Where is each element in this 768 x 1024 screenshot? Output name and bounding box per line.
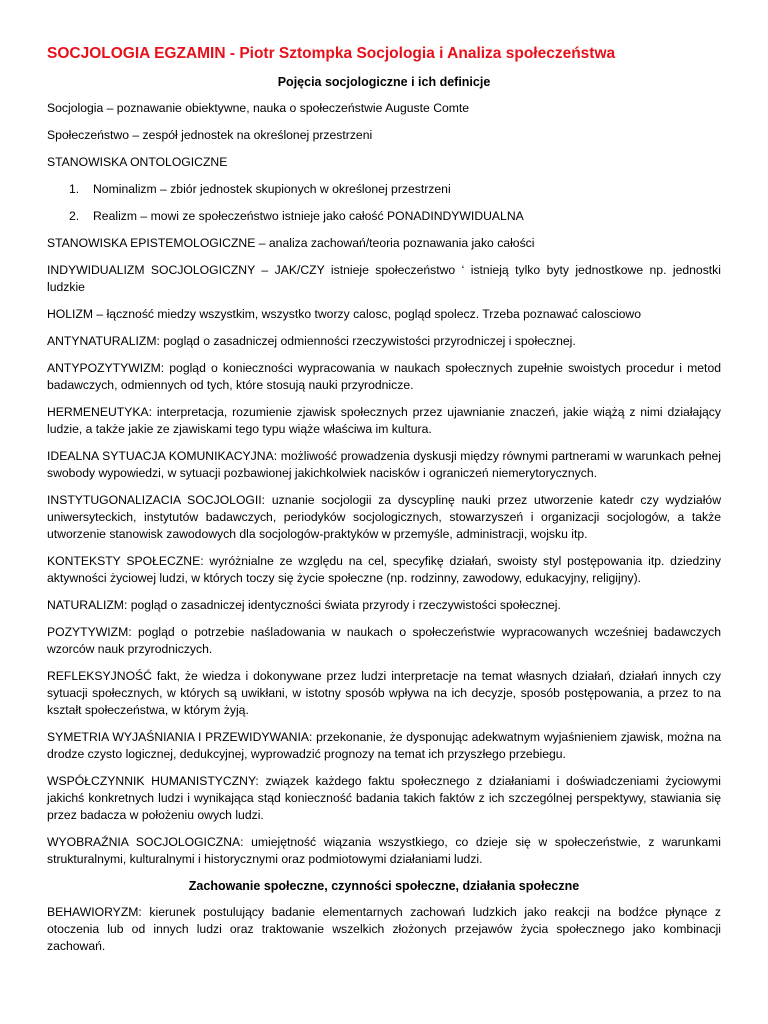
paragraph-naturalizm: NATURALIZM: pogląd o zasadniczej identyczności świata przyrody i rzeczywistości społecznej.: [47, 598, 561, 612]
paragraph-hermeneutyka: HERMENEUTYKA: interpretacja, rozumienie zjawisk społecznych przez ujawnianie znaczeń, jakie wiążą z nimi działający ludzie, a także jakie ze zjawiskami tego typu wiąże właściwa im kultura.: [47, 405, 721, 436]
paragraph-wyobraznia: WYOBRAŹNIA SOCJOLOGICZNA: umiejętność wiązania wszystkiego, co dzieje się w społeczeństwie, z warunkami strukturalnymi, kulturalnymi i historycznymi oraz podmiotowymi działaniami ludzi.: [47, 835, 721, 866]
list-number: 2.: [69, 209, 80, 223]
section-heading-concepts: Pojęcia socjologiczne i ich definicje: [277, 75, 491, 89]
paragraph-holizm: HOLIZM – łączność miedzy wszystkim, wszystko tworzy calosc, pogląd spolecz. Trzeba poznawać calosciowo: [47, 307, 642, 321]
paragraph-wspolczynnik: WSPÓŁCZYNNIK HUMANISTYCZNY: związek każdego faktu społecznego z działaniami i doświadczeniami życiowymi jakichś konkretnych ludzi i wynikająca stąd konieczność badania takich faktów z ich szczególnej perspektywy, stawiania się przez badacza w położeniu owych ludzi.: [47, 774, 721, 822]
list-item-text: Realizm – mowi ze społeczeństwo istnieje jako całość PONADINDYWIDUALNA: [93, 209, 524, 223]
document-title: SOCJOLOGIA EGZAMIN - Piotr Sztompka Socjologia i Analiza społeczeństwa: [47, 45, 616, 62]
paragraph-instytucjonalizacja: INSTYTUGONALIZACIA SOCJOLOGII: uznanie socjologii za dyscyplinę nauki przez utworzenie katedr czy wydziałów uniwersyteckich, instytutów badawczych, periodyków socjologicznych, stowarzyszeń i organizacji socjologów, a także utworzenie stanowisk zawodowych dla socjologów-praktyków w przemyśle, administracji, wojsku itp.: [47, 493, 721, 541]
paragraph-antynaturalizm: ANTYNATURALIZM: pogląd o zasadniczej odmienności rzeczywistości przyrodniczej i społecznej.: [47, 334, 576, 348]
document-page: [47, 44, 721, 965]
paragraph-symetria: SYMETRIA WYJAŚNIANIA I PRZEWIDYWANIA: przekonanie, że dysponując adekwatnym wyjaśnieniem zjawisk, można na drodze czysto logicznej, dedukcyjnej, wyprowadzić prognozy na temat ich przyszłego przebiegu.: [47, 730, 721, 761]
paragraph-socjologia: Socjologia – poznawanie obiektywne, nauka o społeczeństwie Auguste Comte: [47, 101, 470, 115]
list-item: [47, 181, 721, 198]
paragraph-spoleczenstwo: Społeczeństwo – zespół jednostek na określonej przestrzeni: [47, 128, 373, 142]
paragraph-behawioryzm: BEHAWIORYZM: kierunek postulujący badanie elementarnych zachowań ludzkich jako reakcji na bodźce płynące z otoczenia lub od innych ludzi oraz traktowanie wszelkich złożonych przejawów życia społecznego jako kombinacji zachowań.: [47, 905, 721, 953]
paragraph-indywidualizm: INDYWIDUALIZM SOCJOLOGICZNY – JAK/CZY istnieje społeczeństwo ‘ istnieją tylko byty jednostkowe np. jednostki ludzkie: [47, 263, 721, 294]
list-item: [47, 208, 721, 225]
ontological-list: [47, 181, 721, 225]
paragraph-antypozytywizm: ANTYPOZYTYWIZM: pogląd o konieczności wypracowania w naukach społecznych zupełnie swoistych procedur i metod badawczych, odmiennych od tych, które stosują nauki przyrodnicze.: [47, 361, 721, 392]
paragraph-stanowiska-ontologiczne: STANOWISKA ONTOLOGICZNE: [47, 155, 228, 169]
list-item-text: Nominalizm – zbiór jednostek skupionych w określonej przestrzeni: [93, 182, 451, 196]
paragraph-refleksyjnosc: REFLEKSYJNOŚĆ fakt, że wiedza i dokonywane przez ludzi interpretacje na temat własnych działań, działań innych czy sytuacji społecznych, w których są uwikłani, w istotny sposób wpływa na ich decyzje, sposób postępowania, a przez to na kształt społeczeństwa, w którym żyją.: [47, 669, 721, 717]
paragraph-pozytywizm: POZYTYWIZM: pogląd o potrzebie naśladowania w naukach o społeczeństwie wypracowanych wcześniej badawczych wzorców nauk przyrodniczych.: [47, 625, 721, 656]
paragraph-konteksty: KONTEKSTY SPOŁECZNE: wyróżnialne ze względu na cel, specyfikę działań, swoisty styl postępowania itp. dziedziny aktywności życiowej ludzi, w których toczy się życie społeczne (np. rodzinny, zawodowy, edukacyjny, religijny).: [47, 554, 721, 585]
paragraph-idealna-sytuacja: IDEALNA SYTUACJA KOMUNIKACYJNA: możliwość prowadzenia dyskusji między równymi partnerami w warunkach pełnej swobody wypowiedzi, w sytuacji pozbawionej jakichkolwiek nacisków i ograniczeń niemerytorycznych.: [47, 449, 721, 480]
paragraph-epistemologiczne: STANOWISKA EPISTEMOLOGICZNE – analiza zachowań/teoria poznawania jako całości: [47, 236, 535, 250]
list-number: 1.: [69, 182, 80, 196]
section-heading-behavior: Zachowanie społeczne, czynności społeczne, działania społeczne: [188, 879, 580, 893]
